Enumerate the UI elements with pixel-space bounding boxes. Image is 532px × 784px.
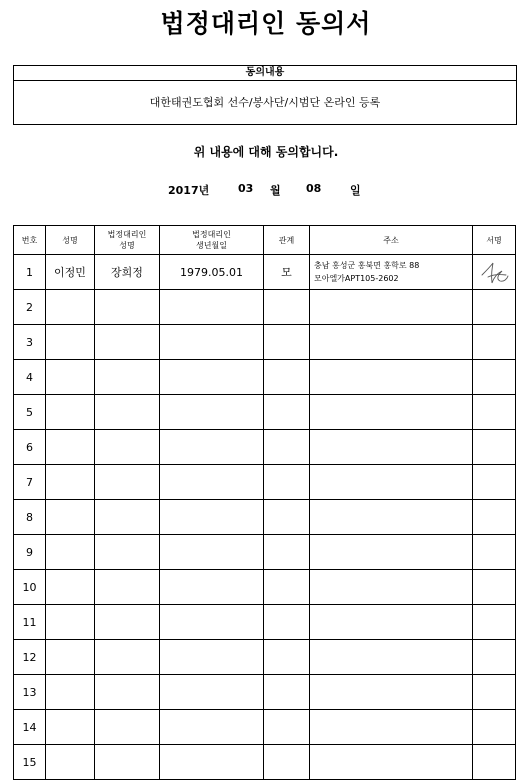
table-row [14,360,516,395]
cell-relation [264,570,310,605]
cell-signature [473,605,516,640]
cell-name [46,290,95,325]
cell-address [310,675,473,710]
cell-guardian-name [95,745,160,780]
header-guardian-birth-text: 법정대리인 생년월일 [192,230,231,250]
cell-name: 이정민 [46,255,95,290]
cell-name [46,395,95,430]
handwritten-signature [478,257,510,287]
cell-relation [264,745,310,780]
cell-name [46,360,95,395]
header-guardian-birth [160,226,264,255]
cell-address [310,360,473,395]
consent-box [13,65,517,125]
header-relation: 관계 [264,226,310,255]
cell-guardian-name [95,535,160,570]
cell-no: 11 [14,605,46,640]
date-day-unit: 일 [350,184,361,197]
cell-name [46,500,95,535]
cell-guardian-birth [160,290,264,325]
cell-signature [473,430,516,465]
cell-name [46,675,95,710]
table-row [14,465,516,500]
header-address: 주소 [310,226,473,255]
cell-name [46,745,95,780]
cell-relation [264,605,310,640]
table-row [14,675,516,710]
header-guardian-name-text: 법정대리인 성명 [107,230,147,250]
cell-guardian-birth [160,465,264,500]
cell-name [46,465,95,500]
cell-name [46,640,95,675]
cell-no: 13 [14,675,46,710]
cell-relation [264,325,310,360]
cell-relation: 모 [264,255,310,290]
header-no: 번호 [14,226,46,255]
cell-guardian-birth: 1979.05.01 [160,255,264,290]
cell-guardian-birth [160,395,264,430]
table-header-row [14,226,516,255]
cell-signature [473,640,516,675]
cell-name [46,535,95,570]
cell-guardian-birth [160,570,264,605]
cell-signature [473,675,516,710]
cell-address [310,395,473,430]
cell-relation [264,500,310,535]
cell-no: 9 [14,535,46,570]
cell-signature [473,535,516,570]
cell-guardian-birth [160,430,264,465]
cell-relation [264,395,310,430]
cell-address [310,325,473,360]
cell-relation [264,465,310,500]
cell-signature [473,465,516,500]
table-row [14,325,516,360]
cell-relation [264,710,310,745]
cell-guardian-name [95,395,160,430]
cell-signature [473,500,516,535]
cell-guardian-name [95,430,160,465]
consent-header: 동의내용 [14,66,516,81]
cell-guardian-birth [160,500,264,535]
cell-name [46,325,95,360]
cell-name [46,430,95,465]
cell-guardian-name [95,465,160,500]
table-row [14,640,516,675]
table-row [14,500,516,535]
cell-guardian-birth [160,745,264,780]
header-guardian-name [95,226,160,255]
cell-address [310,290,473,325]
roster-table [13,225,516,780]
cell-no: 12 [14,640,46,675]
cell-relation [264,430,310,465]
cell-guardian-name [95,605,160,640]
cell-relation [264,535,310,570]
cell-relation [264,640,310,675]
table-row [14,395,516,430]
table-row [14,570,516,605]
cell-guardian-name [95,290,160,325]
cell-address [310,535,473,570]
cell-no: 8 [14,500,46,535]
cell-guardian-name [95,640,160,675]
date-day: 08 [306,182,322,195]
cell-guardian-birth [160,605,264,640]
date-month-unit: 월 [270,184,281,197]
address-line: 모아엘가APT105-2602 [314,274,399,283]
agreement-statement: 위 내용에 대해 동의합니다. [193,145,339,159]
table-row [14,430,516,465]
table-row [14,290,516,325]
date-month: 03 [238,182,254,195]
cell-no: 3 [14,325,46,360]
cell-signature [473,325,516,360]
cell-signature [473,290,516,325]
cell-guardian-birth [160,710,264,745]
cell-name [46,710,95,745]
cell-signature [473,570,516,605]
cell-guardian-name: 장희정 [95,255,160,290]
cell-no: 2 [14,290,46,325]
cell-address [310,640,473,675]
cell-no: 14 [14,710,46,745]
table-row [14,535,516,570]
cell-no: 1 [14,255,46,290]
cell-guardian-name [95,360,160,395]
cell-guardian-name [95,570,160,605]
table-row [14,745,516,780]
cell-no: 5 [14,395,46,430]
date-year: 2017년 [168,184,210,197]
address-line: 충남 홍성군 홍북면 홍학로 88 [314,261,420,270]
cell-guardian-birth [160,360,264,395]
cell-address [310,745,473,780]
cell-address [310,605,473,640]
cell-name [46,605,95,640]
cell-relation [264,360,310,395]
table-row [14,255,516,290]
table-row [14,710,516,745]
cell-signature [473,255,516,290]
document-title: 법정대리인 동의서 [160,9,372,38]
cell-guardian-name [95,500,160,535]
cell-name [46,570,95,605]
consent-content: 대한태권도협회 선수/봉사단/시범단 온라인 등록 [149,96,381,109]
cell-no: 15 [14,745,46,780]
cell-relation [264,675,310,710]
cell-address [310,710,473,745]
cell-guardian-name [95,325,160,360]
table-row [14,605,516,640]
cell-no: 4 [14,360,46,395]
cell-address [310,570,473,605]
cell-address [310,430,473,465]
cell-relation [264,290,310,325]
cell-guardian-name [95,710,160,745]
header-name: 성명 [46,226,95,255]
cell-signature [473,745,516,780]
cell-signature [473,710,516,745]
cell-address [310,465,473,500]
cell-address [310,500,473,535]
cell-guardian-birth [160,675,264,710]
cell-guardian-birth [160,640,264,675]
cell-no: 7 [14,465,46,500]
cell-no: 10 [14,570,46,605]
header-signature: 서명 [473,226,516,255]
cell-signature [473,395,516,430]
cell-address [310,255,473,290]
cell-no: 6 [14,430,46,465]
cell-guardian-birth [160,535,264,570]
cell-guardian-birth [160,325,264,360]
cell-signature [473,360,516,395]
cell-guardian-name [95,675,160,710]
